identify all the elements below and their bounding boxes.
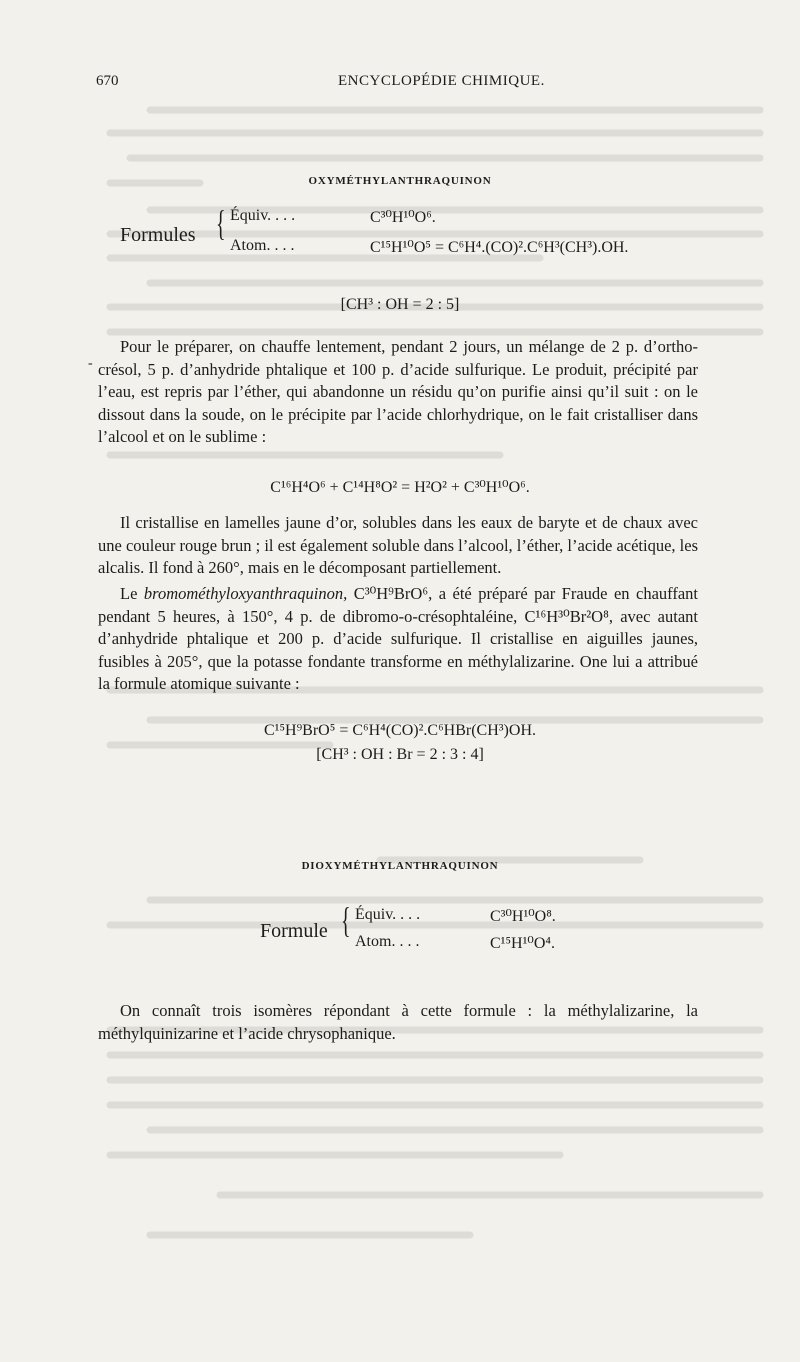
bromo-rest: C³⁰H⁹BrO⁶, a été préparé par Fraude en chauffant pendant 5 heures, à 150°, 4 p. de dibromo-o-crésophtaléine, C¹⁶H³⁰Br²O⁸, avec autant d’anhydride phtalique et 200 p. d’acide sulfurique. Il cristallise en aiguilles jaunes, fusibles à 205°, que la potasse fondante transforme en méthylalizarine. One lui a attribué la formule atomique suivante : xyxy=(98,584,699,693)
reaction-equation: C¹⁶H⁴O⁶ + C¹⁴H⁸O² = H²O² + C³⁰H¹⁰O⁶. xyxy=(270,479,530,496)
ratio-formula: [CH³ : OH = 2 : 5] xyxy=(340,296,460,313)
atom-formula-2: C¹⁵H¹⁰O⁴. xyxy=(490,935,555,952)
bromo-ratio: [CH³ : OH : Br = 2 : 3 : 4] xyxy=(316,746,484,763)
equiv-formula: C³⁰H¹⁰O⁶. xyxy=(370,209,436,226)
formula-label: Formules xyxy=(120,224,196,246)
page-number: 670 xyxy=(96,73,119,89)
section-title-dioxymethylanthraquinon: DIOXYMÉTHYLANTHRAQUINON xyxy=(301,860,499,872)
brace-icon-2: { xyxy=(341,900,351,940)
atom-label: Atom. . . . xyxy=(230,237,295,254)
paragraph-bromo-text xyxy=(98,583,698,696)
equiv-label: Équiv. . . . xyxy=(230,207,296,224)
running-title: ENCYCLOPÉDIE CHIMIQUE. xyxy=(338,73,545,89)
paragraph-isomers-text: On connaît trois isomères répondant à cette formule : la méthylalizarine, la méthylquinizarine et l’acide chrysophanique. xyxy=(98,1001,698,1043)
atom-formula: C¹⁵H¹⁰O⁵ = C⁶H⁴.(CO)².C⁶H³(CH³).OH. xyxy=(370,239,629,256)
bromo-compound-name: bromométhyloxyanthraquinon, xyxy=(143,584,348,603)
paragraph-isomers xyxy=(98,1000,698,1045)
bromo-atomic-formula: C¹⁵H⁹BrO⁵ = C⁶H⁴(CO)².C⁶HBr(CH³)OH. xyxy=(264,722,536,739)
equiv-formula-2: C³⁰H¹⁰O⁸. xyxy=(490,908,556,925)
paragraph-properties-text: Il cristallise en lamelles jaune d’or, solubles dans les eaux de baryte et de chaux avec une couleur rouge brun ; il est également soluble dans l’alcool, l’éther, l’acide acétique, les alcalis. Il fond à 260°, mais en le décomposant partiellement. xyxy=(98,513,698,577)
paragraph-preparation xyxy=(98,336,698,449)
formula-label-2: Formule xyxy=(260,920,328,942)
section-title-oxymethylanthraquinon: OXYMÉTHYLANTHRAQUINON xyxy=(308,175,492,187)
bromo-lead: Le xyxy=(120,584,138,603)
paragraph-bromo xyxy=(98,583,698,696)
paragraph-properties xyxy=(98,512,698,580)
paragraph-preparation-text: Pour le préparer, on chauffe lentement, pendant 2 jours, un mélange de 2 p. d’ortho-crésol, 5 p. d’anhydride phtalique et 100 p. d’acide sulfurique. Le produit, précipité par l’eau, est repris par l’éther, qui abandonne un résidu qu’on purifie ainsi qu’il suit : on le dissout dans la soude, on le précipite par l’acide chlorhydrique, on le fait cristalliser dans l’alcool et on le sublime : xyxy=(98,337,698,446)
atom-label-2: Atom. . . . xyxy=(355,933,420,950)
brace-icon: { xyxy=(216,203,226,243)
margin-mark: - xyxy=(88,356,93,371)
equiv-label-2: Équiv. . . . xyxy=(355,906,421,923)
